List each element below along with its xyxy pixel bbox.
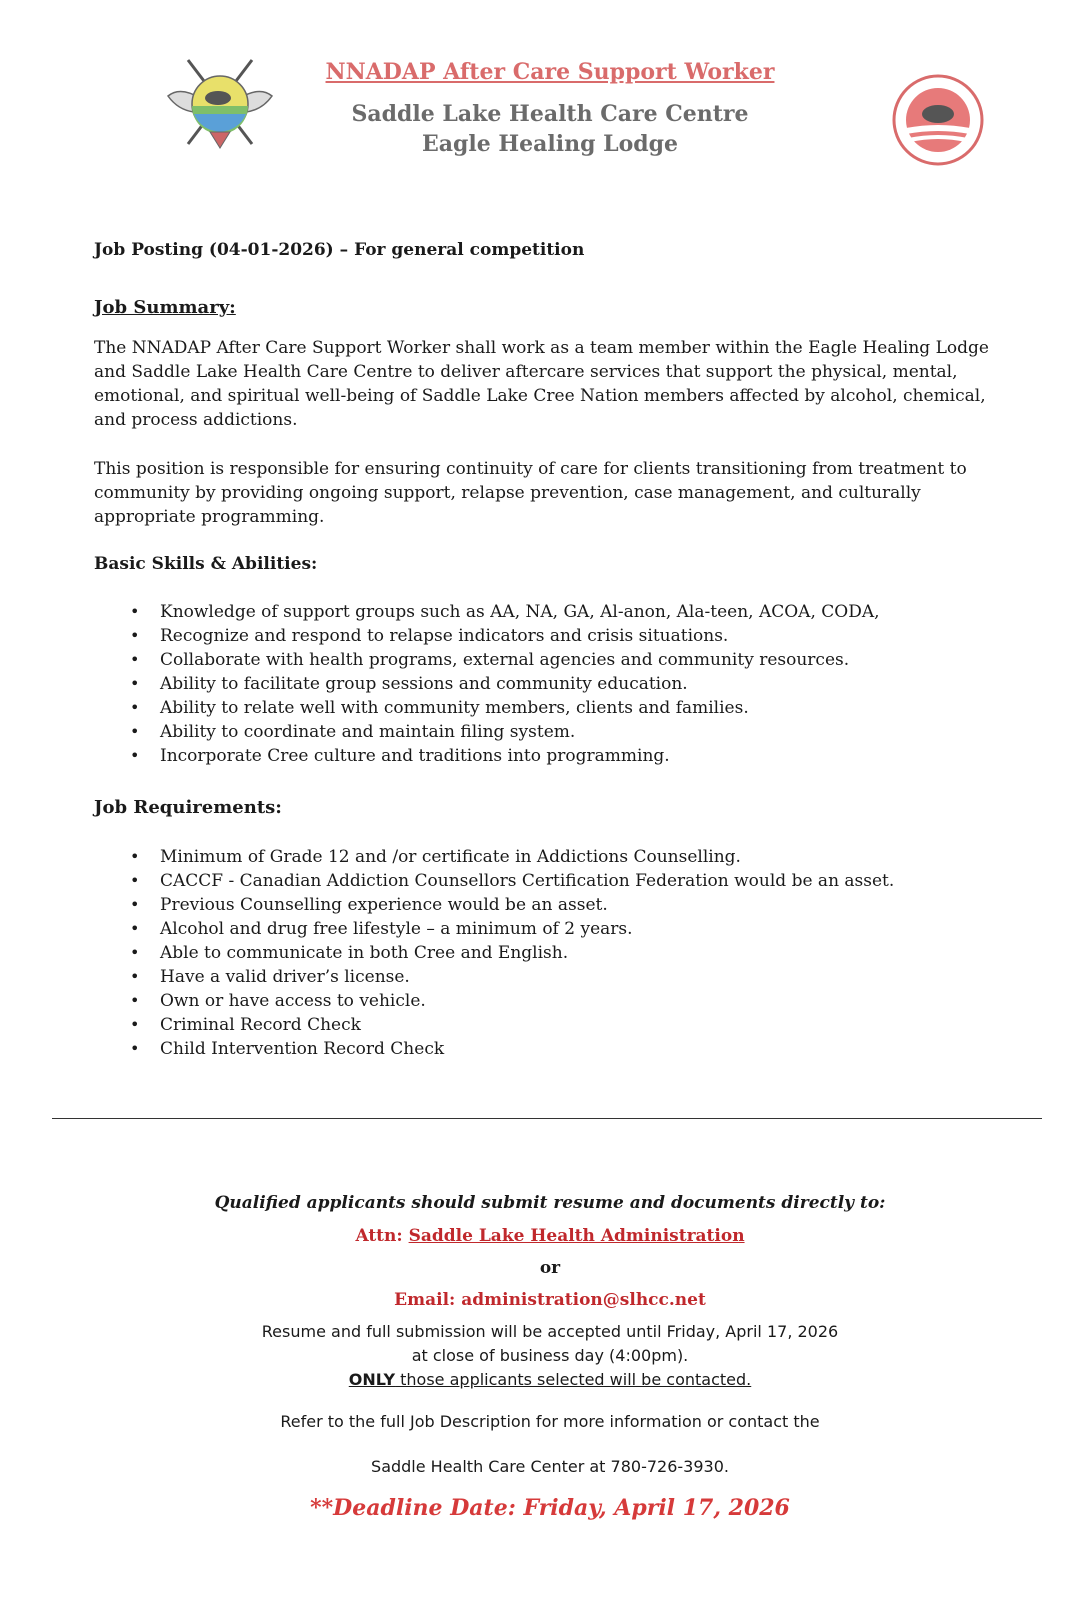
list-item: • Minimum of Grade 12 and /or certificate in Addictions Counselling.: [130, 845, 894, 869]
email-contact[interactable]: Email: administration@slhcc.net: [394, 1290, 706, 1310]
organization-name: Saddle Lake Health Care Centre: [351, 101, 749, 127]
list-item: • Ability to facilitate group sessions and community education.: [130, 672, 880, 696]
list-item: • Child Intervention Record Check: [130, 1037, 894, 1061]
list-item: • Incorporate Cree culture and traditions into programming.: [130, 744, 880, 768]
attention-label: Attn:: [355, 1226, 403, 1246]
list-item: • Have a valid driver’s license.: [130, 965, 894, 989]
list-item: • Criminal Record Check: [130, 1013, 894, 1037]
list-item: • Recognize and respond to relapse indicators and crisis situations.: [130, 624, 880, 648]
list-item: • Previous Counselling experience would be an asset.: [130, 893, 894, 917]
attention-line: [0, 1226, 1080, 1246]
list-item: • Able to communicate in both Cree and English.: [130, 941, 894, 965]
lodge-name: Eagle Healing Lodge: [421, 131, 679, 157]
submission-instructions: Qualified applicants should submit resume and documents directly to:: [214, 1193, 886, 1213]
section-divider: [52, 1118, 1042, 1119]
list-item: • Own or have access to vehicle.: [130, 989, 894, 1013]
list-item: • Collaborate with health programs, external agencies and community resources.: [130, 648, 880, 672]
contact-notice-rest: those applicants selected will be contacted.: [395, 1370, 752, 1389]
list-item: • Ability to relate well with community members, clients and families.: [130, 696, 880, 720]
attention-recipient: Saddle Lake Health Administration: [408, 1226, 745, 1246]
skills-heading: Basic Skills & Abilities:: [94, 554, 318, 574]
or-separator: or: [539, 1258, 561, 1278]
job-summary-paragraph-2: This position is responsible for ensuring continuity of care for clients transitioning from treatment to community by providing ongoing support, relapse prevention, case management, and culturally appropriate programming.: [94, 459, 967, 527]
list-item: • Alcohol and drug free lifestyle – a minimum of 2 years.: [130, 917, 894, 941]
job-summary-heading: Job Summary:: [94, 297, 236, 318]
submission-deadline-line-1: Resume and full submission will be accepted until Friday, April 17, 2026: [261, 1322, 839, 1341]
phone-contact: Saddle Health Care Center at 780-726-3930.: [371, 1457, 729, 1476]
list-item: • Knowledge of support groups such as AA, NA, GA, Al-anon, Ala-teen, ACOA, CODA,: [130, 600, 880, 624]
submission-deadline-line-2: at close of business day (4:00pm).: [411, 1346, 689, 1365]
job-summary-paragraph-1: The NNADAP After Care Support Worker shall work as a team member within the Eagle Healing Lodge and Saddle Lake Health Care Centre to deliver aftercare services that support the physical, mental, emotional, and spiritual well-being of Saddle Lake Cree Nation members affected by alcohol, chemical, and process addictions.: [94, 338, 989, 430]
requirements-heading: Job Requirements:: [94, 797, 282, 818]
contact-notice: [0, 1368, 1080, 1392]
skills-list: [130, 600, 880, 768]
only-emphasis: ONLY: [348, 1370, 396, 1389]
deadline-date: **Deadline Date: Friday, April 17, 2026: [310, 1495, 790, 1521]
requirements-list: [130, 845, 894, 1061]
list-item: • Ability to coordinate and maintain filing system.: [130, 720, 880, 744]
list-item: • CACCF - Canadian Addiction Counsellors Certification Federation would be an asset.: [130, 869, 894, 893]
job-description-reference: Refer to the full Job Description for more information or contact the: [280, 1412, 820, 1431]
page-title: NNADAP After Care Support Worker: [325, 59, 775, 85]
job-posting-line: Job Posting (04-01-2026) – For general competition: [94, 240, 585, 260]
